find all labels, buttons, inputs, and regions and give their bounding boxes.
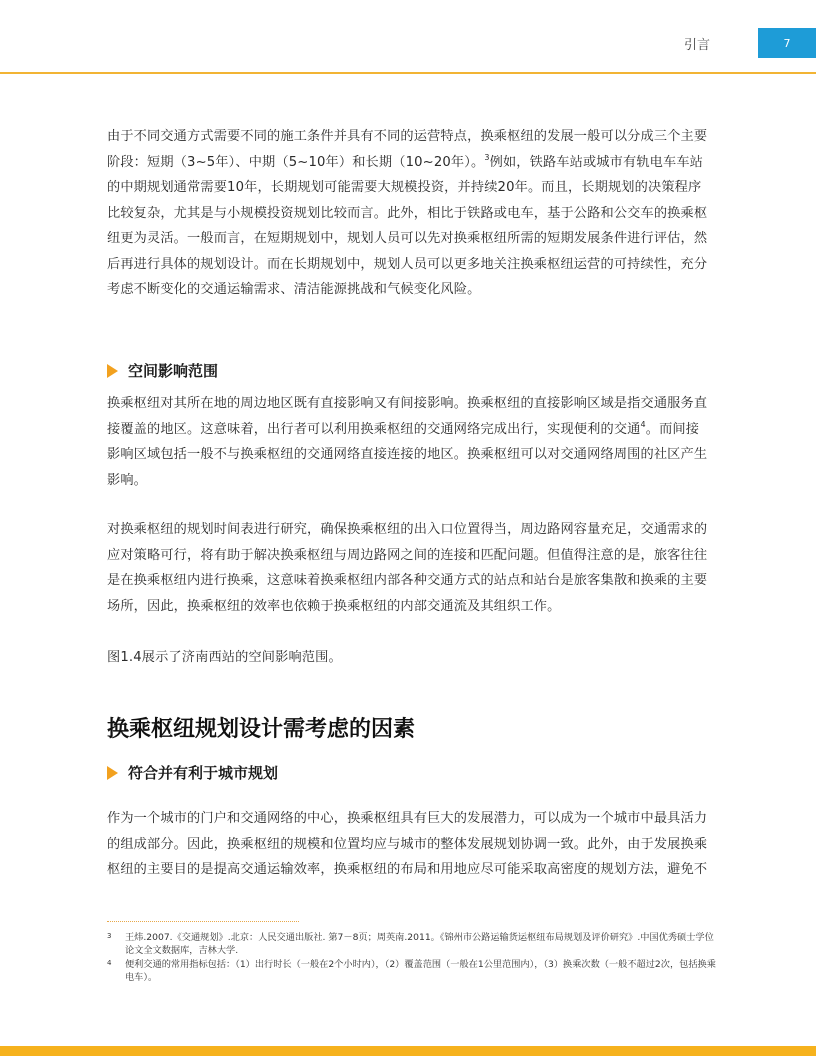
subheading-text: 空间影响范围 xyxy=(128,362,219,380)
footnote-ref-4[interactable]: 4 xyxy=(640,419,646,429)
footnote-ref-3[interactable]: 3 xyxy=(484,152,490,162)
paragraph-schedule: 对换乘枢纽的规划时间表进行研究，确保换乘枢纽的出入口位置得当，周边路网容量充足，交通需求的应对策略可行，将有助于解决换乘枢纽与周边路网之间的连接和匹配问题。但值得注意的是，旅客往往是在换乘枢纽内进行换乘，这意味着换乘枢纽内部各种交通方式的站点和站台是旅客集散和换乘的主要场所，因此，换乘枢纽的效率也依赖于换乘枢纽的内部交通流及其组织工作。 xyxy=(107,522,708,614)
triangle-bullet-icon xyxy=(107,766,118,780)
section-title: 换乘枢纽规划设计需考虑的因素 xyxy=(107,717,416,742)
triangle-bullet-icon xyxy=(107,364,118,378)
paragraph-urban-planning: 作为一个城市的门户和交通网络的中心，换乘枢纽具有巨大的发展潜力，可以成为一个城市中最具活力的组成部分。因此，换乘枢纽的规模和位置均应与城市的整体发展规划协调一致。此外，由于发展换乘枢纽的主要目的是提高交通运输效率，换乘枢纽的布局和用地应尽可能采取高密度的规划方法，避免不 xyxy=(107,811,708,877)
subheading-text: 符合并有利于城市规划 xyxy=(128,764,279,782)
footnote-mark: 3 xyxy=(107,932,112,940)
footnote-divider xyxy=(107,921,299,922)
footnote-text: 王炜.2007.《交通规划》.北京：人民交通出版社. 第7－8页；周英南.2011。《锦州市公路运输货运枢纽布局规划及评价研究》.中国优秀硕士学位论文全文数据库，吉林大学. xyxy=(125,932,714,956)
paragraph-influence-part2: 。而间接影响区域包括一般不与换乘枢纽的交通网络直接连接的地区。换乘枢纽可以对交通网络周围的社区产生影响。 xyxy=(107,421,708,488)
paragraph-influence xyxy=(107,391,711,493)
footnote-3 xyxy=(107,931,717,957)
bottom-accent-bar xyxy=(0,1046,816,1056)
page-number-badge xyxy=(758,28,816,58)
paragraph-influence-part1: 换乘枢纽对其所在地的周边地区既有直接影响又有间接影响。换乘枢纽的直接影响区域是指交通服务直接覆盖的地区。这意味着，出行者可以利用换乘枢纽的交通网络完成出行，实现便利的交通 xyxy=(107,396,708,437)
paragraph-figure-ref: 图1.4展示了济南西站的空间影响范围。 xyxy=(107,650,342,665)
footnote-4 xyxy=(107,958,717,984)
running-header: 引言 xyxy=(684,38,711,53)
paragraph-phases xyxy=(107,124,711,303)
subheading-urban-planning xyxy=(107,762,278,783)
subheading-spatial-influence xyxy=(107,360,218,381)
paragraph-phases-part1: 由于不同交通方式需要不同的施工条件并具有不同的运营特点，换乘枢纽的发展一般可以分成三个主要阶段：短期（3~5年）、中期（5~10年）和长期（10~20年）。 xyxy=(107,129,708,170)
header-rule xyxy=(0,72,816,74)
footnote-text: 便利交通的常用指标包括：（1）出行时长（一般在2个小时内），（2）覆盖范围（一般在1公里范围内），（3）换乘次数（一般不超过2次，包括换乘电车）。 xyxy=(125,959,716,983)
page-number: 7 xyxy=(783,36,791,50)
footnote-mark: 4 xyxy=(107,959,112,967)
paragraph-phases-part2: 例如，铁路车站或城市有轨电车车站的中期规划通常需要10年，长期规划可能需要大规模投资，并持续20年。而且，长期规划的决策程序比较复杂，尤其是与小规模投资规划比较而言。此外，相比于铁路或电车，基于公路和公交车的换乘枢纽更为灵活。一般而言，在短期规划中，规划人员可以先对换乘枢纽所需的短期发展条件进行评估，然后再进行具体的规划设计。而在长期规划中，规划人员可以更多地关注换乘枢纽运营的可持续性，充分考虑不断变化的交通运输需求、清洁能源挑战和气候变化风险。 xyxy=(107,154,708,297)
